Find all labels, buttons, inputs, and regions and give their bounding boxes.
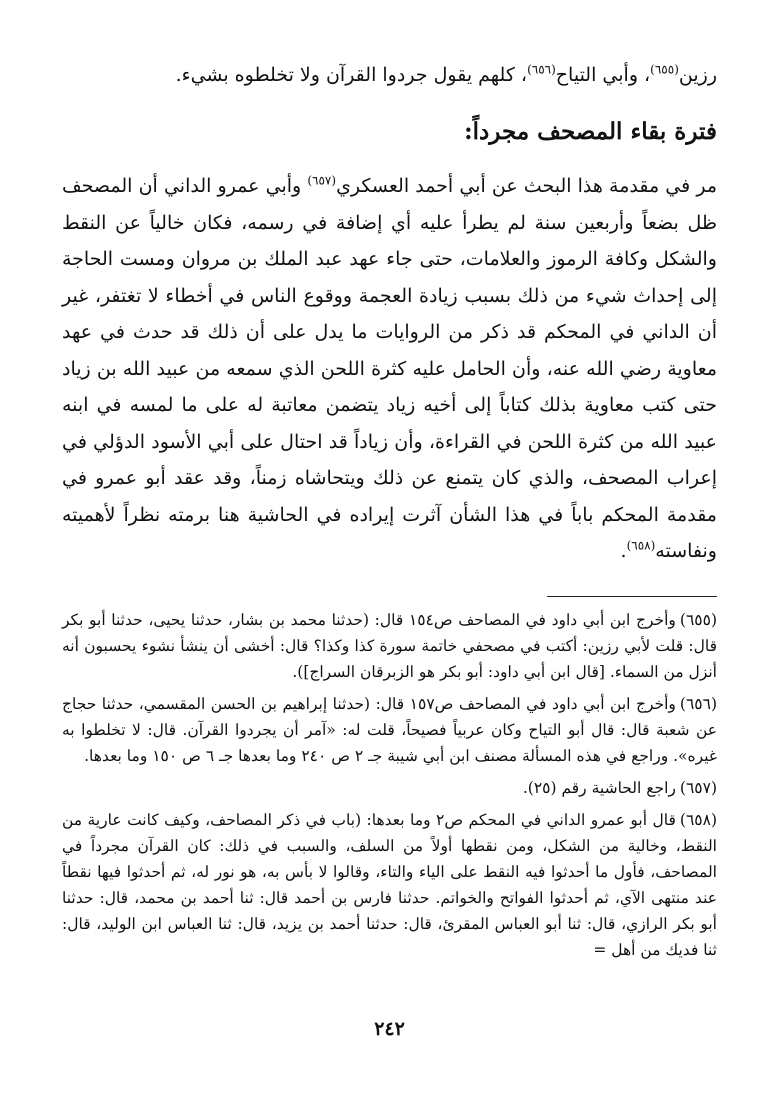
body-paragraph: [62, 168, 717, 570]
footnote-number: (٦٥٧): [679, 778, 717, 797]
lead-text-part-3: ، كلهم يقول جردوا القرآن ولا تخلطوه بشيء.: [175, 64, 528, 86]
body-text-part-1: مر في مقدمة هذا البحث عن أبي أحمد العسكري: [336, 175, 717, 197]
lead-text-part-1: رزين: [678, 64, 717, 86]
footnote-number: (٦٥٥): [679, 610, 717, 629]
body-text-part-3: .: [620, 540, 627, 562]
footnote-text: وأخرج ابن أبي داود في المصاحف ص١٥٧ قال: (حدثنا إبراهيم بن الحسن المقسمي، حدثنا حجاج عن شعبة قال: قال أبو التياح وكان عربياً فصيحاً، قلت له: «آمر أن يجردوا القرآن. قال: لا تخلطوا به غيره». وراجع في هذه المسألة مصنف ابن أبي شيبة جـ ٢ ص ٢٤٠ وما بعدها جـ ٦ ص ١٥٠ وما بعدها.: [62, 694, 717, 765]
section-heading: فترة بقاء المصحف مجرداً:: [464, 118, 717, 145]
footnote-text: قال أبو عمرو الداني في المحكم ص٢ وما بعدها: (باب في ذكر المصاحف، وكيف كانت عارية من النقط، وخالية من الشكل، ومن نقطها أولاً من السلف، والسبب في ذلك: كان القرآن مجرداً في المصاحف، فأول ما أحدثوا فيه النقط على الياء والتاء، وقالوا لا بأس به، هو نور له، ثم أحدثوا فيها نقطاً عند منتهى الآي، ثم أحدثوا الفواتح والخواتم. حدثنا فارس بن أحمد قال: ثنا أحمد بن محمد، قال: حدثنا أبو بكر الرازي، قال: ثنا أبو العباس المقرئ، قال: حدثنا أحمد بن يزيد، قال: ثنا العباس ابن الوليد، قال: ثنا فديك من أهل =: [62, 810, 717, 959]
page-number: ٢٤٢: [374, 1018, 405, 1040]
lead-text-part-2: ، وأبي التياح: [555, 64, 651, 86]
lead-paragraph: [62, 58, 717, 92]
footnote-657: [62, 775, 717, 801]
footnotes-section: [62, 607, 717, 963]
footnote-number: (٦٥٦): [679, 694, 717, 713]
footnote-text: وأخرج ابن أبي داود في المصاحف ص١٥٤ قال: (حدثنا محمد بن بشار، حدثنا يحيى، حدثنا أبو بكر قال: قلت لأبي رزين: أكتب في مصحفي خاتمة سورة كذا وكذا؟ قال: أخشى أن ينشأ نشوء يحسبون أنه أنزل من السماء. [قال ابن أبي داود: أبو بكر هو الزبرقان السراج]).: [62, 610, 717, 681]
footnote-number: (٦٥٨): [679, 810, 717, 829]
page-content: [62, 58, 717, 969]
footnote-658: [62, 807, 717, 963]
footnote-ref-655[interactable]: (٦٥٥): [650, 62, 679, 77]
footnote-text: راجع الحاشية رقم (٢٥).: [522, 778, 676, 797]
body-text-part-2: وأبي عمرو الداني أن المصحف ظل بضعاً وأربعين سنة لم يطرأ عليه أي إضافة في رسمه، فكان خالياً عن النقط والشكل وكافة الرموز والعلامات، حتى جاء عهد عبد الملك بن مروان ومست الحاجة إلى إحداث شيء من ذلك بسبب زيادة العجمة ووقوع الناس في أخطاء لا تغتفر، غير أن الداني في المحكم قد ذكر من الروايات ما يدل على أن ذلك قد حدث في عهد معاوية رضي الله عنه، وأن الحامل عليه كثرة اللحن الذي سمعه من عبيد الله بن زياد حتى كتب معاوية بذلك كتاباً إلى أخيه زياد يتضمن معاتبة له على ما لمسه في ابنه عبيد الله من كثرة اللحن في القراءة، وأن زياداً قد احتال على أبي الأسود الدؤلي في إعراب المصحف، والذي كان يتمنع عن ذلك ويتحاشاه زمناً، وقد عقد أبو عمرو في مقدمة المحكم باباً في هذا الشأن آثرت إيراده في الحاشية هنا برمته نظراً لأهميته ونفاسته: [62, 175, 717, 562]
footnote-655: [62, 607, 717, 685]
footnote-divider: [547, 596, 717, 597]
footnote-656: [62, 691, 717, 769]
footnote-ref-656[interactable]: (٦٥٦): [527, 62, 556, 77]
footnote-ref-657[interactable]: (٦٥٧): [307, 173, 337, 188]
footnote-ref-658[interactable]: (٦٥٨): [626, 538, 656, 553]
